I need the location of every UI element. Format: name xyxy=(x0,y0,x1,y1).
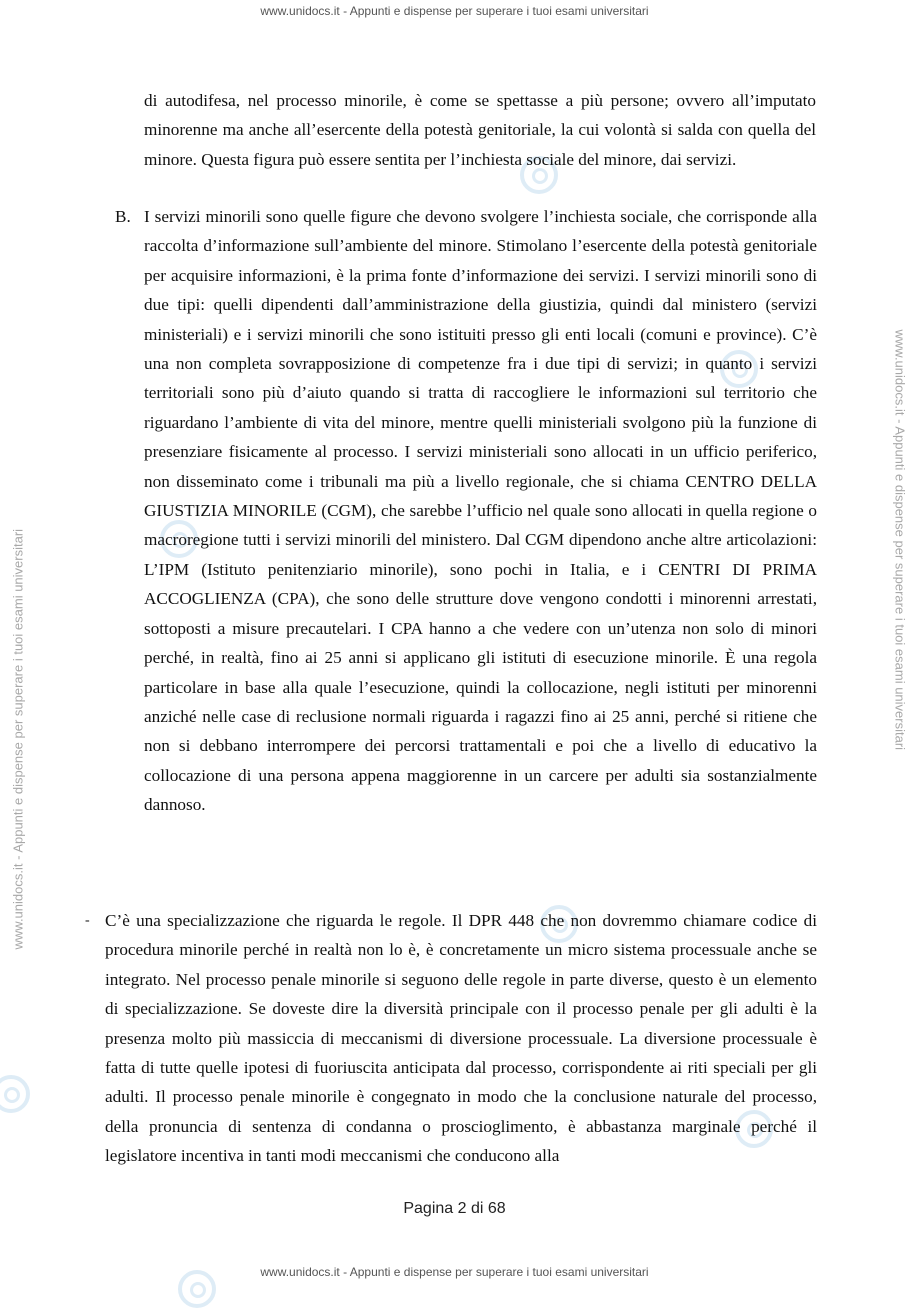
list-item-dash xyxy=(85,906,817,1171)
list-item-dash-text: C’è una specializzazione che riguarda le regole. Il DPR 448 che non dovremmo chiamare codice di procedura minorile perché in realtà non lo è, è concretamente un micro sistema processuale anche se integrato. Nel processo penale minorile si seguono delle regole in parte diverse, questo è un elemento di specializzazione. Se doveste dire la diversità principale con il processo penale per gli adulti è la presenza molto più massiccia di meccanismi di diversione processuale. La diversione processuale è fatta di tutte quelle ipotesi di fuoriuscita anticipata dal processo, corrispondente ai riti speciali per gli adulti. Il processo penale minorile è congegnato in modo che la conclusione naturale del processo, della pronuncia di sentenza di condanna o proscioglimento, è abbastanza marginale perché il legislatore incentiva in tanti modi meccanismi che conducono alla xyxy=(105,911,817,1166)
list-marker-dash: - xyxy=(85,913,90,928)
list-item-b-text: I servizi minorili sono quelle figure che devono svolgere l’inchiesta sociale, che corrisponde alla raccolta d’informazione sull’ambiente del minore. Stimolano l’esercente della potestà genitoriale per acquisire informazioni, è la prima fonte d’informazione dei servizi. I servizi minorili sono di due tipi: quelli dipendenti dall’amministrazione della giustizia, quindi dal ministero (servizi ministeriali) e i servizi minorili che sono istituiti presso gli enti locali (comuni e province). C’è una non completa sovrapposizione di competenze fra i due tipi di servizi; in quanto i servizi territoriali sono più d’aiuto quando si tratta di raccogliere le informazioni sul territorio che riguardano l’ambiente di vita del minore, mentre quelli ministeriali svolgono più la funzione di presenziare fisicamente al processo. I servizi ministeriali sono allocati in un ufficio periferico, non disseminato come i tribunali ma più a livello regionale, che si chiama CENTRO DELLA GIUSTIZIA MINORILE (CGM), che sarebbe l’ufficio nel quale sono allocati in quella regione o macroregione tutti i servizi minorili del ministero. Dal CGM dipendono anche altre articolazioni: L’IPM (Istituto penitenziario minorile), sono pochi in Italia, e i CENTRI DI PRIMA ACCOGLIENZA (CPA), che sono delle strutture dove vengono condotti i minorenni arrestati, sottoposti a misure precautelari. I CPA hanno a che vedere con un’utenza non solo di minori perché, in realtà, fino ai 25 anni si applicano gli istituti di esecuzione minorile. È una regola particolare in base alla quale l’esecuzione, quindi la collocazione, negli istituti per minorenni anziché nelle case di reclusione normali riguarda i ragazzi fino ai 25 anni, perché si ritiene che non si debbano interrompere dei percorsi trattamentali e poi che a livello di educativo la collocazione di una persona appena maggiorenne in un carcere per adulti sia sostanzialmente dannoso. xyxy=(144,207,817,815)
watermark-left-margin: www.unidocs.it - Appunti e dispense per superare i tuoi esami universitari xyxy=(10,528,26,950)
watermark-footer xyxy=(0,1265,909,1279)
list-marker-b: B. xyxy=(115,207,131,226)
page-number: Pagina 2 di 68 xyxy=(403,1200,506,1217)
watermark-logo-icon xyxy=(0,1075,30,1113)
watermark-header xyxy=(0,4,909,18)
watermark-header-text: www.unidocs.it - Appunti e dispense per superare i tuoi esami universitari xyxy=(260,4,649,18)
watermark-right-margin: www.unidocs.it - Appunti e dispense per superare i tuoi esami universitari xyxy=(892,329,908,751)
paragraph-continuation: di autodifesa, nel processo minorile, è come se spettasse a più persone; ovvero all’imputato minorenne ma anche all’esercente della potestà genitoriale, la cui volontà si salda con quella del minore. Questa figura può essere sentita per l’inchiesta sociale del minore, dai servizi. xyxy=(144,91,816,169)
list-item-b xyxy=(115,202,817,820)
watermark-footer-text: www.unidocs.it - Appunti e dispense per superare i tuoi esami universitari xyxy=(260,1265,649,1279)
